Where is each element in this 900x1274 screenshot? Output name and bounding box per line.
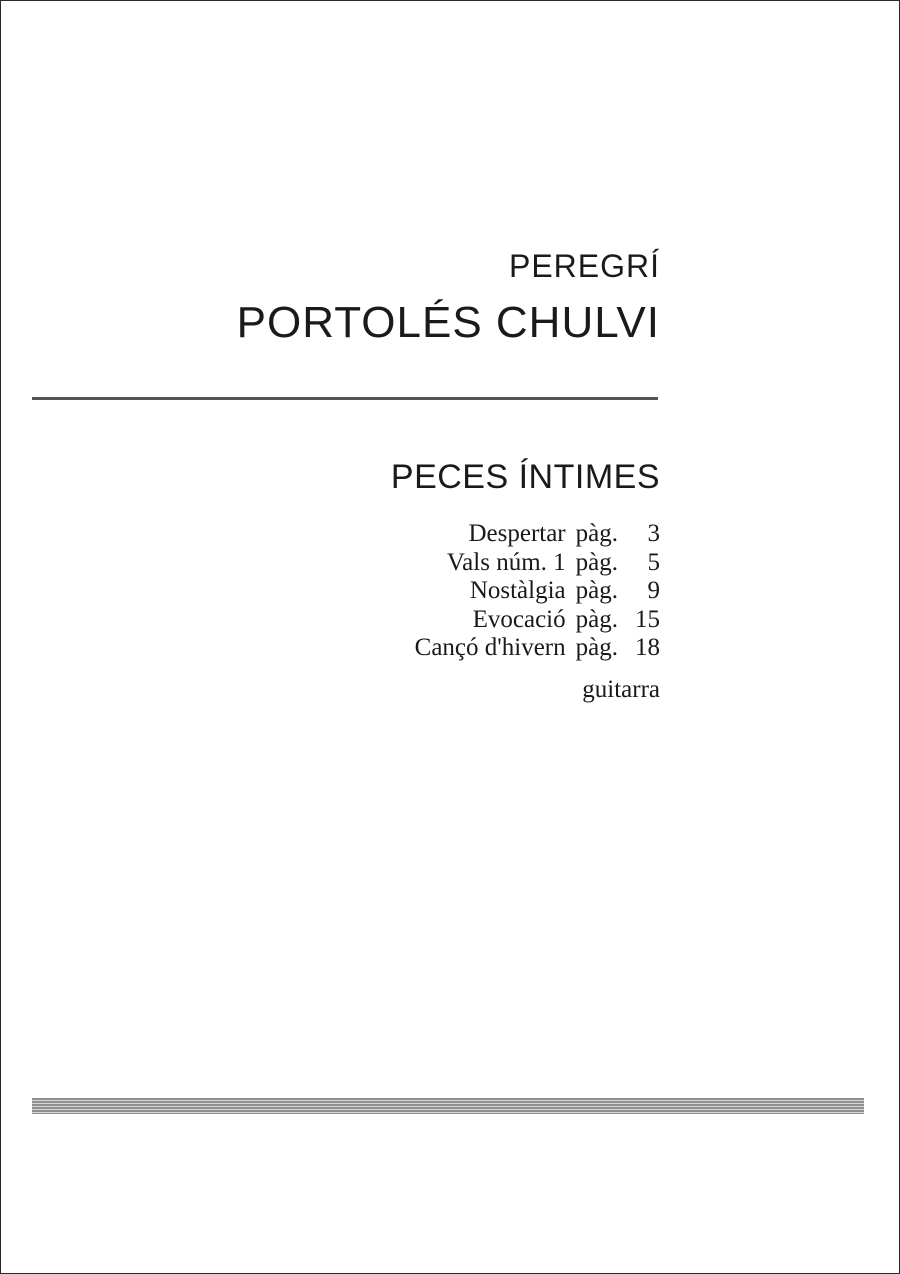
author-last-name: PORTOLÉS CHULVI (236, 298, 660, 347)
page-number: 18 (635, 634, 660, 661)
contents-row (415, 577, 660, 606)
contents-row (415, 549, 660, 578)
page-number: 5 (647, 548, 660, 576)
piece-title: Despertar (468, 520, 566, 547)
table-of-contents (415, 520, 660, 663)
page-label: pàg. (575, 520, 618, 547)
top-divider (32, 397, 658, 400)
bottom-divider (32, 1098, 864, 1114)
page-label: pàg. (575, 605, 618, 633)
page-number: 3 (647, 520, 660, 547)
piece-title: Vals núm. 1 (446, 548, 566, 576)
collection-title: PECES ÍNTIMES (390, 458, 660, 496)
piece-title: Nostàlgia (469, 577, 566, 604)
page-number: 9 (647, 577, 660, 604)
piece-title: Evocació (472, 605, 566, 633)
contents-row (415, 634, 660, 663)
page-label: pàg. (575, 634, 618, 661)
piece-title: Cançó d'hivern (414, 634, 566, 661)
page-number: 15 (635, 605, 660, 633)
instrument-label: guitarra (582, 676, 660, 703)
contents-row (415, 606, 660, 635)
author-first-name: PEREGRÍ (508, 248, 660, 284)
contents-row (415, 520, 660, 549)
page-label: pàg. (575, 577, 618, 604)
page-label: pàg. (575, 548, 618, 576)
